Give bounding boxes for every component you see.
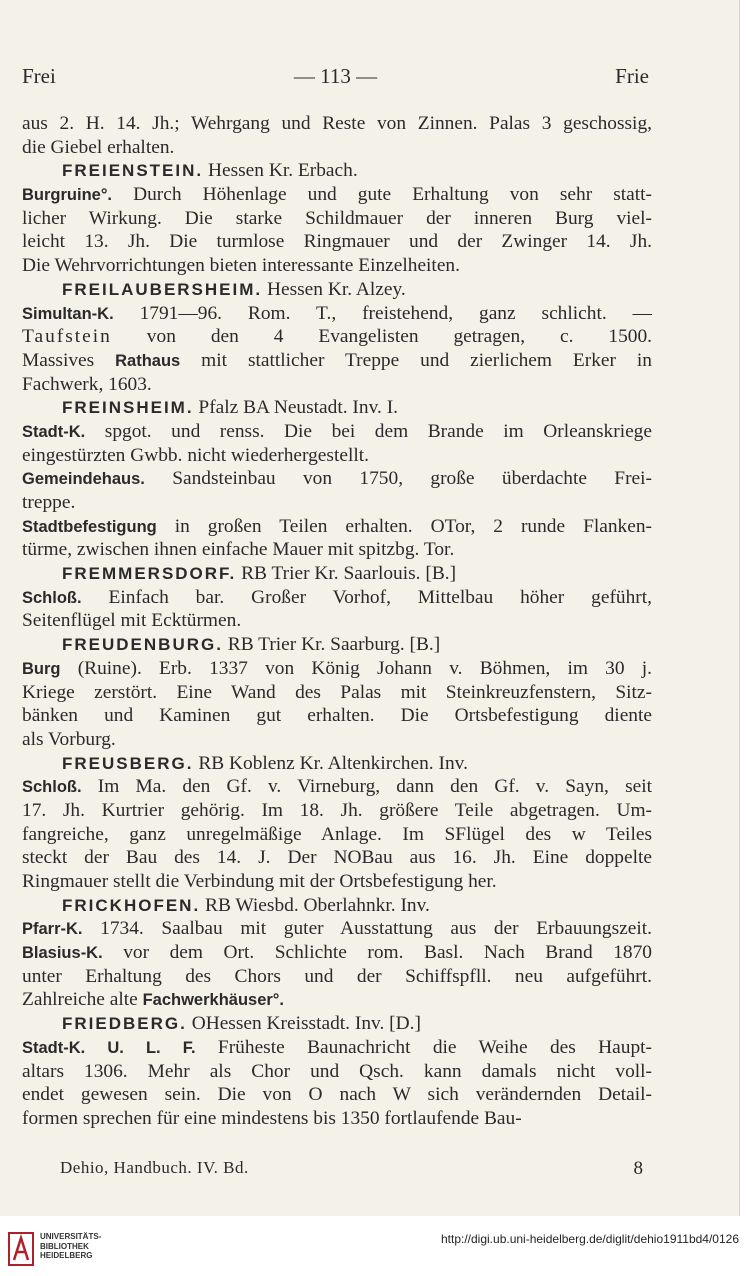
text-run: eingestürzten Gwbb. nicht wiederhergestellt. xyxy=(22,444,369,466)
entry-heading-line xyxy=(22,894,652,918)
keyword: Simultan-K. xyxy=(22,304,114,323)
text-line xyxy=(22,325,652,349)
library-line: HEIDELBERG xyxy=(40,1251,93,1260)
text-run: RB Koblenz Kr. Altenkirchen. Inv. xyxy=(193,752,468,774)
text-run: mit stattlicher Treppe und zierlichem Erker in xyxy=(180,349,652,371)
keyword: Fachwerkhäuser°. xyxy=(142,991,284,1010)
text-run: RB Trier Kr. Saarburg. [B.] xyxy=(222,634,441,656)
text-line xyxy=(22,254,652,278)
text-line xyxy=(22,373,652,397)
text-run: Einfach bar. Großer Vorhof, Mittelbau höher geführt, xyxy=(81,586,652,608)
keyword: Stadt-K. U. L. F. xyxy=(22,1038,196,1057)
text-run: Hessen Kr. Alzey. xyxy=(262,278,406,300)
text-line xyxy=(22,538,652,562)
keyword: Blasius-K. xyxy=(22,944,103,963)
place-name: FREILAUBERSHEIM. xyxy=(62,279,263,299)
text-line xyxy=(22,988,652,1012)
text-run: als Vorburg. xyxy=(22,728,116,750)
text-run: formen sprechen für eine mindestens bis 1350 fortlaufende Bau- xyxy=(22,1107,522,1129)
text-run: von den 4 Evangelisten getragen, c. 1500. xyxy=(111,326,652,348)
place-name: FREINSHEIM. xyxy=(62,398,194,418)
text-run: Durch Höhenlage und gute Erhaltung von sehr statt- xyxy=(112,184,652,206)
signature-mark: 8 xyxy=(633,1158,643,1179)
text-run: RB Wiesbd. Oberlahnkr. Inv. xyxy=(200,894,430,916)
text-run: altars 1306. Mehr als Chor und Qsch. kann damals nicht voll- xyxy=(22,1060,652,1082)
text-run: Massives xyxy=(22,349,116,371)
text-line xyxy=(22,846,652,870)
text-line xyxy=(22,870,652,894)
keyword: Burgruine°. xyxy=(22,186,113,205)
text-line xyxy=(22,302,652,326)
keyword: Schloß. xyxy=(22,588,82,607)
entry-heading-line xyxy=(22,562,652,586)
text-run: (Ruine). Erb. 1337 von König Johann v. Böhmen, im 30 j. xyxy=(60,657,652,679)
text-line xyxy=(22,799,652,823)
text-run: 1791—96. Rom. T., freistehend, ganz schlicht. — xyxy=(113,302,652,324)
place-name: FREUDENBURG. xyxy=(62,635,223,655)
text-line xyxy=(22,917,652,941)
text-line xyxy=(22,1083,652,1107)
text-line xyxy=(22,349,652,373)
text-line xyxy=(22,1107,652,1131)
text-line xyxy=(22,467,652,491)
text-run: Im Ma. den Gf. v. Virneburg, dann den Gf. v. Sayn, seit xyxy=(81,776,652,798)
text-line xyxy=(22,1036,652,1060)
text-run: Ringmauer stellt die Verbindung mit der Ortsbefestigung her. xyxy=(22,871,497,892)
text-line xyxy=(22,823,652,847)
digital-library-bar xyxy=(0,1218,747,1276)
place-name: FRICKHOFEN. xyxy=(62,895,201,915)
text-run: Hessen Kr. Erbach. xyxy=(203,160,358,182)
text-run: steckt der Bau des 14. J. Der NOBau aus 16. Jh. Eine doppelte xyxy=(22,847,652,869)
text-run: unter Erhaltung des Chors und der Schiffspfll. neu aufgeführt. xyxy=(22,965,652,987)
text-run: Seitenflügel mit Ecktürmen. xyxy=(22,610,242,632)
text-run: treppe. xyxy=(22,492,76,513)
keyword: Rathaus xyxy=(115,351,181,370)
text-run: Die Wehrvorrichtungen bieten interessante Einzelheiten. xyxy=(22,255,460,277)
entry-heading-line xyxy=(22,1012,652,1036)
text-line xyxy=(22,136,652,160)
text-run: leicht 13. Jh. Die turmlose Ringmauer und der Zwinger 14. Jh. xyxy=(22,231,652,253)
text-run: Pfalz BA Neustadt. Inv. I. xyxy=(193,397,399,419)
keyword: Stadt-K. xyxy=(22,422,86,441)
place-name: FRIEDBERG. xyxy=(62,1014,187,1034)
text-run: Sandsteinbau von 1750, große überdachte Frei- xyxy=(144,468,652,490)
text-run: türme, zwischen ihnen einfache Mauer mit spitzbg. Tor. xyxy=(22,539,455,561)
keyword: Gemeindehaus. xyxy=(22,470,145,489)
text-run: RB Trier Kr. Saarlouis. [B.] xyxy=(236,563,457,585)
text-run: licher Wirkung. Die starke Schildmauer der inneren Burg viel- xyxy=(22,207,652,229)
text-run: Taufstein xyxy=(22,326,112,348)
text-line xyxy=(22,728,652,752)
text-line xyxy=(22,230,652,254)
text-run: 17. Jh. Kurtrier gehörig. Im 18. Jh. größere Teile abgetragen. Um- xyxy=(22,799,652,821)
text-line xyxy=(22,420,652,444)
place-name: FREMMERSDORF. xyxy=(62,564,237,584)
library-name xyxy=(40,1232,101,1261)
text-line xyxy=(22,681,652,705)
text-line xyxy=(22,491,652,515)
text-run: fangreiche, ganz unregelmäßige Anlage. Im SFlügel des w Teiles xyxy=(22,823,652,845)
text-run: aus 2. H. 14. Jh.; Wehrgang und Reste von Zinnen. Palas 3 geschossig, xyxy=(22,113,652,134)
keyword: Schloß. xyxy=(22,778,82,797)
text-line xyxy=(22,444,652,468)
text-body xyxy=(22,112,652,1131)
text-line xyxy=(22,775,652,799)
source-url-link[interactable]: http://digi.ub.uni-heidelberg.de/diglit/dehio1911bd4/0126 xyxy=(440,1232,739,1246)
text-line xyxy=(22,207,652,231)
text-line xyxy=(22,657,652,681)
text-run: 1734. Saalbau mit guter Ausstattung aus der Erbauungszeit. xyxy=(82,918,652,940)
text-run: die Giebel erhalten. xyxy=(22,136,175,158)
running-header xyxy=(22,64,649,90)
entry-heading-line xyxy=(22,159,652,183)
entry-heading-line xyxy=(22,752,652,776)
header-right: Frie xyxy=(615,64,649,88)
keyword: Burg xyxy=(22,659,61,678)
text-run: Fachwerk, 1603. xyxy=(22,373,152,395)
library-line: UNIVERSITÄTS- xyxy=(40,1232,102,1241)
page-number: — 113 — xyxy=(293,64,378,88)
text-run: bänken und Kaminen gut erhalten. Die Ortsbefestigung diente xyxy=(22,705,652,727)
text-run: Früheste Baunachricht die Weihe des Haupt- xyxy=(195,1036,652,1058)
entry-heading-line xyxy=(22,278,652,302)
text-line xyxy=(22,704,652,728)
library-logo-icon xyxy=(8,1232,34,1266)
text-line xyxy=(22,609,652,633)
text-run: in großen Teilen erhalten. OTor, 2 runde Flanken- xyxy=(156,515,652,537)
text-run: spgot. und renss. Die bei dem Brande im Orleanskriege xyxy=(85,420,652,442)
text-line xyxy=(22,183,652,207)
text-run: vor dem Ort. Schlichte rom. Basl. Nach Brand 1870 xyxy=(102,942,652,964)
text-line xyxy=(22,586,652,610)
text-run: endet gewesen sein. Die von O nach W sich verändernden Detail- xyxy=(22,1084,652,1106)
text-line xyxy=(22,1060,652,1084)
header-left: Frei xyxy=(22,64,56,88)
entry-heading-line xyxy=(22,396,652,420)
place-name: FREIENSTEIN. xyxy=(62,161,204,181)
footer-citation: Dehio, Handbuch. IV. Bd. xyxy=(60,1158,249,1177)
text-line xyxy=(22,112,652,136)
library-line: BIBLIOTHEK xyxy=(40,1241,89,1251)
text-run: OHessen Kreisstadt. Inv. [D.] xyxy=(186,1013,421,1035)
text-run: Kriege zerstört. Eine Wand des Palas mit Steinkreuzfenstern, Sitz- xyxy=(22,681,652,703)
keyword: Stadtbefestigung xyxy=(22,517,157,536)
place-name: FREUSBERG. xyxy=(62,753,194,773)
footer xyxy=(60,1158,643,1182)
text-line xyxy=(22,515,652,539)
text-line xyxy=(22,941,652,965)
text-run: Zahlreiche alte xyxy=(22,989,143,1011)
text-line xyxy=(22,965,652,989)
keyword: Pfarr-K. xyxy=(22,920,83,939)
entry-heading-line xyxy=(22,633,652,657)
